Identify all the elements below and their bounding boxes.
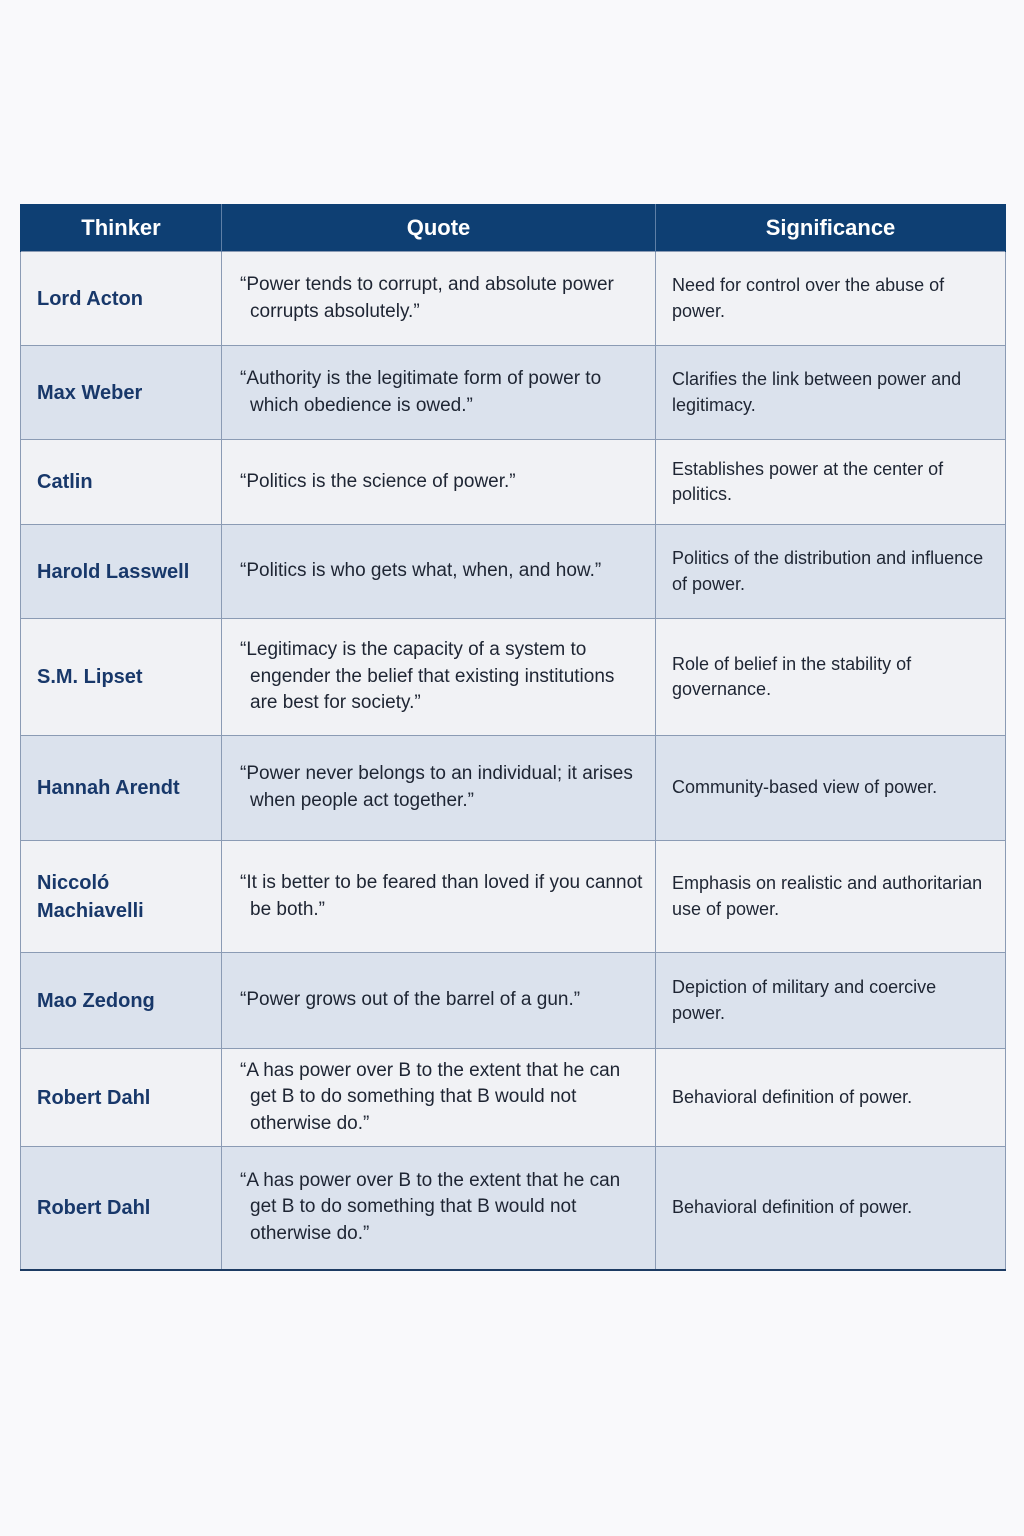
quote-text: “Politics is the science of power.” — [240, 470, 516, 492]
thinkers-table-container — [20, 204, 1005, 1271]
quote-text: “Politics is who gets what, when, and how.” — [240, 560, 602, 582]
quote-text: “Authority is the legitimate form of power to which obedience is owed.” — [240, 367, 602, 416]
quote-text: “Power never belongs to an individual; it arises when people act together.” — [240, 763, 633, 811]
significance-cell: Need for control over the abuse of power. — [656, 252, 1006, 346]
quote-text: “Power tends to corrupt, and absolute power corrupts absolutely.” — [240, 273, 614, 322]
quote-cell — [222, 736, 656, 841]
quote-text: “A has power over B to the extent that he can get B to do something that B would not otherwise do.” — [240, 1059, 621, 1134]
significance-cell: Establishes power at the center of politics. — [656, 440, 1006, 525]
table-row — [21, 440, 1006, 525]
table-row — [21, 953, 1006, 1049]
quote-cell — [222, 440, 656, 525]
header-quote: Quote — [222, 204, 656, 252]
thinker-cell: Catlin — [21, 440, 222, 525]
quote-cell — [222, 953, 656, 1049]
table-row — [21, 525, 1006, 619]
table-row — [21, 841, 1006, 953]
header-row — [21, 204, 1006, 252]
significance-cell: Behavioral definition of power. — [656, 1049, 1006, 1147]
thinker-cell: Robert Dahl — [21, 1147, 222, 1270]
significance-cell: Role of belief in the stability of governance. — [656, 619, 1006, 736]
quote-text: “A has power over B to the extent that he can get B to do something that B would not otherwise do.” — [240, 1169, 621, 1245]
thinker-cell: Lord Acton — [21, 252, 222, 346]
significance-cell: Clarifies the link between power and legitimacy. — [656, 346, 1006, 440]
table-row — [21, 1049, 1006, 1147]
thinker-cell: Max Weber — [21, 346, 222, 440]
significance-cell: Politics of the distribution and influence of power. — [656, 525, 1006, 619]
significance-cell: Emphasis on realistic and authoritarian use of power. — [656, 841, 1006, 953]
quote-cell — [222, 1147, 656, 1270]
quote-cell — [222, 525, 656, 619]
header-significance: Significance — [656, 204, 1006, 252]
header-thinker: Thinker — [21, 204, 222, 252]
thinker-cell: Mao Zedong — [21, 953, 222, 1049]
table-row — [21, 1147, 1006, 1270]
quote-cell — [222, 619, 656, 736]
table-row — [21, 252, 1006, 346]
thinker-cell: Niccoló Machiavelli — [21, 841, 222, 953]
significance-cell: Behavioral definition of power. — [656, 1147, 1006, 1270]
thinker-cell: Harold Lasswell — [21, 525, 222, 619]
quote-cell — [222, 252, 656, 346]
table-row — [21, 736, 1006, 841]
table-body — [21, 252, 1006, 1270]
quote-cell — [222, 841, 656, 953]
thinker-cell: S.M. Lipset — [21, 619, 222, 736]
quote-text: “Power grows out of the barrel of a gun.” — [240, 989, 581, 1011]
thinker-cell: Robert Dahl — [21, 1049, 222, 1147]
table-header — [21, 204, 1006, 252]
quote-cell — [222, 346, 656, 440]
significance-cell: Community-based view of power. — [656, 736, 1006, 841]
quote-text: “Legitimacy is the capacity of a system to engender the belief that existing institutions are best for society.” — [240, 639, 615, 714]
table-row — [21, 346, 1006, 440]
thinkers-table — [20, 204, 1006, 1271]
thinker-cell: Hannah Arendt — [21, 736, 222, 841]
significance-cell: Depiction of military and coercive power. — [656, 953, 1006, 1049]
quote-cell — [222, 1049, 656, 1147]
table-row — [21, 619, 1006, 736]
quote-text: “It is better to be feared than loved if you cannot be both.” — [240, 871, 643, 920]
